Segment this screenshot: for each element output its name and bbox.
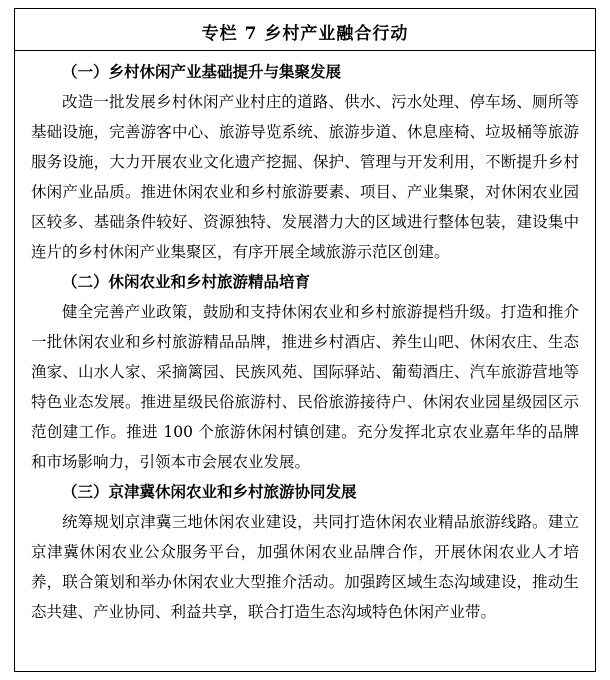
- section-heading-1: （一）乡村休闲产业基础提升与集聚发展: [62, 62, 342, 81]
- section-heading-2: （二）休闲农业和乡村旅游精品培育: [62, 272, 311, 291]
- box-content: [15, 51, 595, 627]
- section-body-1: 改造一批发展乡村休闲产业村庄的道路、供水、污水处理、停车场、厕所等基础设施，完善游客中心、旅游导览系统、旅游步道、休息座椅、垃圾桶等旅游服务设施，大力开展农业文化遗产挖掘、保护、管理与开发利用，不断提升乡村休闲产业品质。推进休闲农业和乡村旅游要素、项目、产业集聚，对休闲农业园区较多、基础条件较好、资源独特、发展潜力大的区域进行整体包装，建设集中连片的乡村休闲产业集聚区，有序开展全域旅游示范区创建。: [31, 93, 579, 261]
- box-title: 专栏 7 乡村产业融合行动: [201, 24, 409, 44]
- section-body-2: 健全完善产业政策，鼓励和支持休闲农业和乡村旅游提档升级。打造和推介一批休闲农业和乡村旅游精品品牌，推进乡村酒店、养生山吧、休闲农庄、生态渔家、山水人家、采摘篱园、民族风苑、国际驿站、葡萄酒庄、汽车旅游营地等特色业态发展。推进星级民俗旅游村、民俗旅游接待户、休闲农业园星级园区示范创建工作。推进 100 个旅游休闲村镇创建。充分发挥北京农业嘉年华的品牌和市场影响力，引领本市会展农业发展。: [31, 303, 579, 471]
- section-body-3: 统筹规划京津冀三地休闲农业建设，共同打造休闲农业精品旅游线路。建立京津冀休闲农业公众服务平台，加强休闲农业品牌合作，开展休闲农业人才培养，联合策划和举办休闲农业大型推介活动。加强跨区域生态沟域建设，推动生态共建、产业协同、利益共享，联合打造生态沟域特色休闲产业带。: [31, 513, 579, 621]
- feature-box: [14, 8, 596, 672]
- section-heading-3: （三）京津冀休闲农业和乡村旅游协同发展: [62, 482, 357, 501]
